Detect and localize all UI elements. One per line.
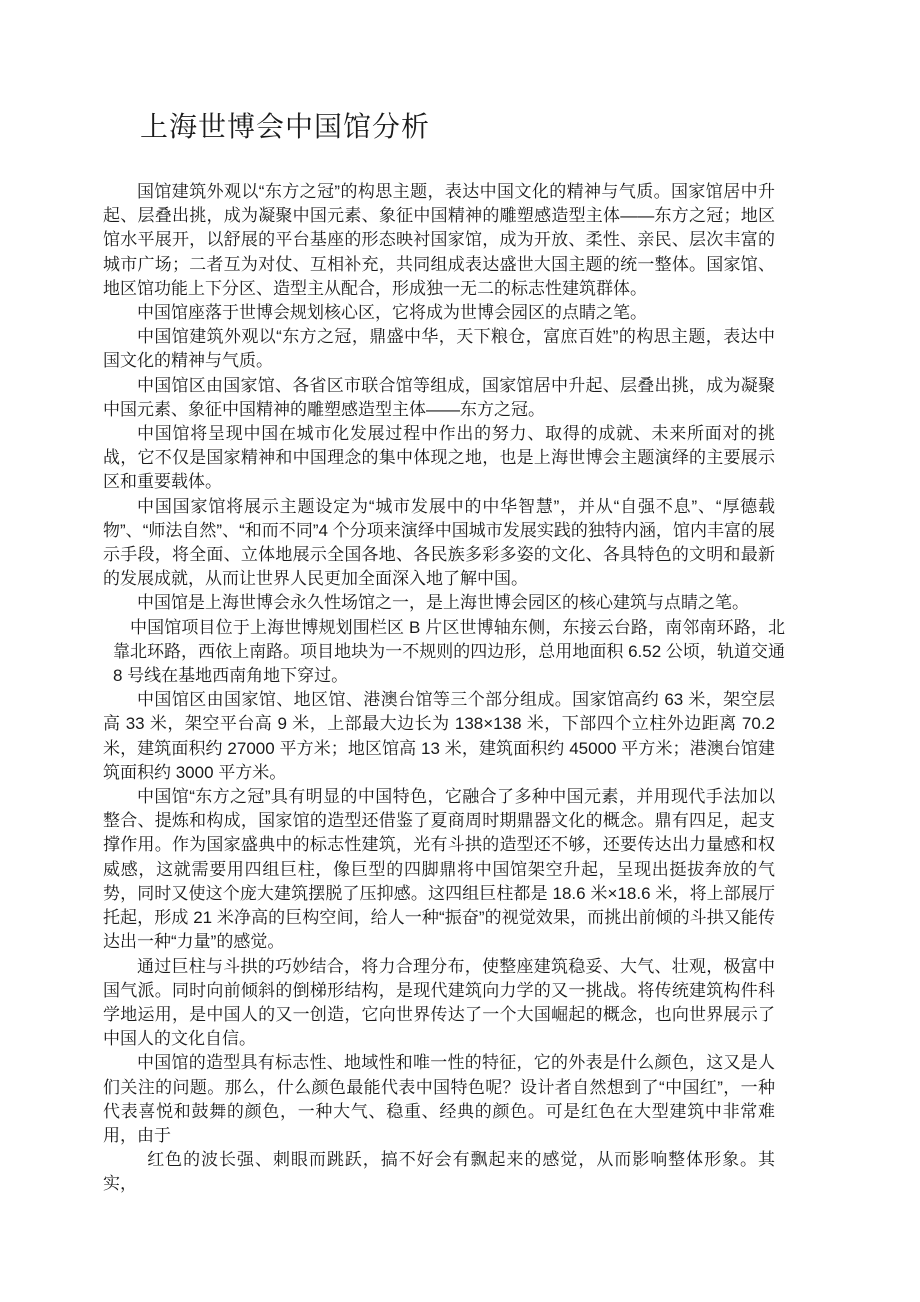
- paragraph: 中国馆将呈现中国在城市化发展过程中作出的努力、取得的成就、未来所面对的挑战，它不仅是国家精神和中国理念的集中体现之地，也是上海世博会主题演绎的主要展示区和重要载体。: [103, 424, 775, 492]
- paragraph: 中国馆座落于世博会规划核心区，它将成为世博会园区的点睛之笔。: [137, 303, 647, 323]
- paragraph: 通过巨柱与斗拱的巧妙结合，将力合理分布，使整座建筑稳妥、大气、壮观，极富中国气派。同时向前倾斜的倒梯形结构，是现代建筑向力学的又一挑战。将传统建筑构件科学地运用，是中国人的又一创造，它向世界传达了一个大国崛起的概念，也向世界展示了中国人的文化自信。: [103, 956, 775, 1049]
- paragraph: 红色的波长强、刺眼而跳跃，搞不好会有飘起来的感觉，从而影响整体形象。其实，: [103, 1150, 775, 1194]
- paragraph: 中国馆区由国家馆、地区馆、港澳台馆等三个部分组成。国家馆高约 63 米，架空层高 33 米，架空平台高 9 米，上部最大边长为 138×138 米，下部四个立柱外边距离 70.2 米，建筑面积约 27000 平方米；地区馆高 13 米，建筑面积约 45000 平方米；港澳台馆建筑面积约 3000 平方米。: [103, 690, 775, 782]
- paragraph: 中国国家馆将展示主题设定为“城市发展中的中华智慧”，并从“自强不息”、“厚德载物”、“师法自然”、“和而不同”4 个分项来演绎中国城市发展实践的独特内涵，馆内丰富的展示手段，将全面、立体地展示全国各地、各民族多彩多姿的文化、各具特色的文明和最新的发展成就，从而让世界人民更加全面深入地了解中国。: [103, 496, 775, 589]
- paragraph: 中国馆建筑外观以“东方之冠，鼎盛中华，天下粮仓，富庶百姓”的构思主题，表达中国文化的精神与气质。: [103, 327, 775, 371]
- paragraph: 中国馆项目位于上海世博规划围栏区 B 片区世博轴东侧，东接云台路，南邻南环路，北靠北环路，西依上南路。项目地块为一不规则的四边形，总用地面积 6.52 公顷，轨道交通 8 号线在基地西南角地下穿过。: [113, 617, 785, 686]
- paragraph: 中国馆区由国家馆、各省区市联合馆等组成，国家馆居中升起、层叠出挑，成为凝聚中国元素、象征中国精神的雕塑感造型主体——东方之冠。: [103, 375, 775, 419]
- paragraph: 国馆建筑外观以“东方之冠”的构思主题，表达中国文化的精神与气质。国家馆居中升起、层叠出挑，成为凝聚中国元素、象征中国精神的雕塑感造型主体——东方之冠；地区馆水平展开，以舒展的平台基座的形态映衬国家馆，成为开放、柔性、亲民、层次丰富的城市广场；二者互为对仗、互相补充，共同组成表达盛世大国主题的统一整体。国家馆、地区馆功能上下分区、造型主从配合，形成独一无二的标志性建筑群体。: [103, 182, 775, 298]
- document-title: 上海世博会中国馆分析: [140, 112, 431, 143]
- paragraph: 中国馆是上海世博会永久性场馆之一，是上海世博会园区的核心建筑与点睛之笔。: [137, 593, 749, 613]
- paragraph: 中国馆“东方之冠”具有明显的中国特色，它融合了多种中国元素，并用现代手法加以整合、提炼和构成，国家馆的造型还借鉴了夏商周时期鼎器文化的概念。鼎有四足，起支撑作用。作为国家盛典中的标志性建筑，光有斗拱的造型还不够，还要传达出力量感和权威感，这就需要用四组巨柱，像巨型的四脚鼎将中国馆架空升起，呈现出挺拔奔放的气势，同时又使这个庞大建筑摆脱了压抑感。这四组巨柱都是 18.6 米×18.6 米，将上部展厅托起，形成 21 米净高的巨构空间，给人一种“振奋”的视觉效果，而挑出前倾的斗拱又能传达出一种“力量”的感觉。: [103, 787, 775, 952]
- document-body: [103, 180, 785, 1197]
- paragraph: 中国馆的造型具有标志性、地域性和唯一性的特征，它的外表是什么颜色，这又是人们关注的问题。那么，什么颜色最能代表中国特色呢？设计者自然想到了“中国红”，一种代表喜悦和鼓舞的颜色，一种大气、稳重、经典的颜色。可是红色在大型建筑中非常难用，由于: [103, 1053, 775, 1145]
